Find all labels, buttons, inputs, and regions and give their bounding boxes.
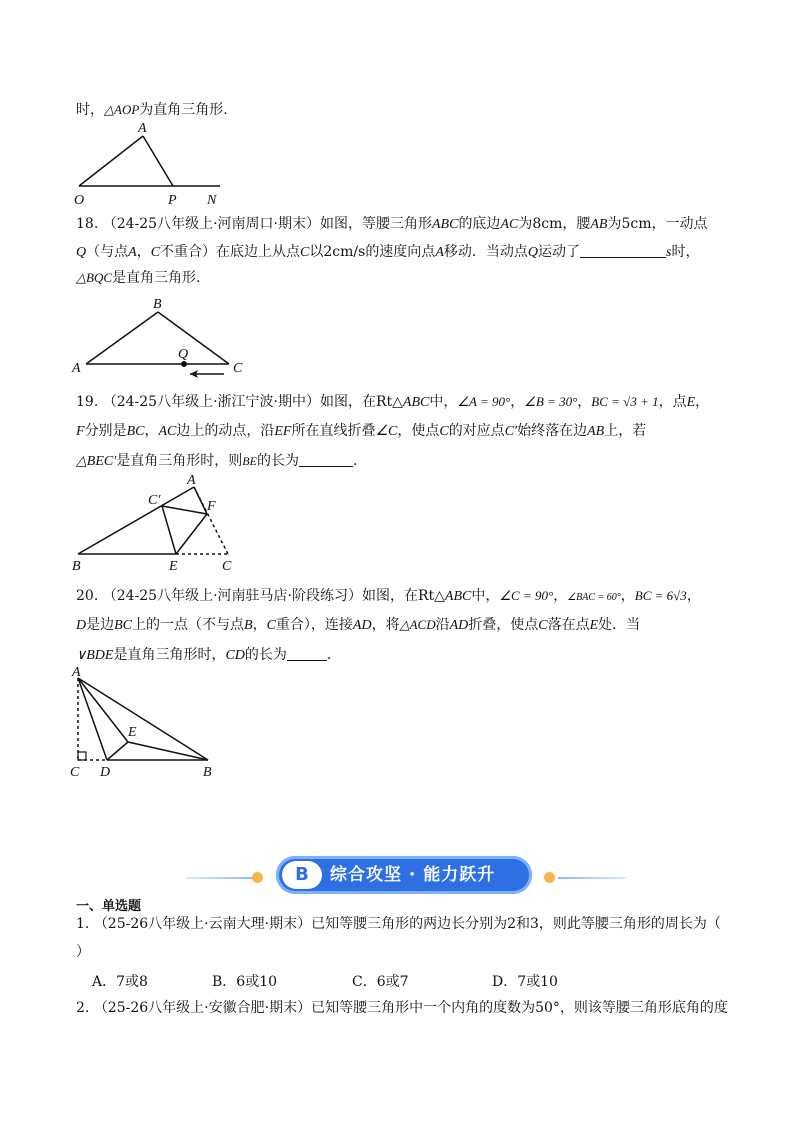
figure-20 bbox=[62, 666, 232, 780]
q19-answer-blank[interactable] bbox=[299, 452, 353, 467]
fig20-label-c: C bbox=[70, 765, 80, 780]
q1-option-a[interactable]: A．7或8 bbox=[92, 974, 148, 990]
fig19-fold-ef bbox=[176, 514, 207, 554]
q19-line-3: △BEC′是直角三角形时，则BE的长为 . bbox=[76, 453, 358, 469]
fig17-line-ap bbox=[143, 136, 173, 186]
q1-line-1: 1. （25-26八年级上·云南大理·期末）已知等腰三角形的两边长分别为2和3，则此等腰三角形的周长为（ bbox=[76, 916, 721, 932]
banner-title: 综合攻坚 · 能力跃升 bbox=[330, 865, 496, 885]
fig19-label-e: E bbox=[169, 559, 178, 572]
fig18-side-bc bbox=[158, 312, 229, 364]
q20-line-2: D是边BC上的一点（不与点B，C重合），连接AD，将△ACD沿AD折叠，使点C落在点E处．当 bbox=[76, 617, 641, 633]
q18-line-2: Q（与点A，C不重合）在底边上从点C以2cm/s的速度向点A移动．当动点Q运动了 s时， bbox=[76, 244, 700, 260]
fig19-label-a: A bbox=[187, 474, 196, 488]
triangle-bde: ∨BDE bbox=[76, 648, 114, 663]
fig17-label-n: N bbox=[207, 193, 217, 208]
q18-answer-blank[interactable] bbox=[580, 243, 666, 258]
fig17-line-oa bbox=[79, 136, 143, 186]
fig18-label-a: A bbox=[72, 361, 81, 376]
fig20-hyp-ab bbox=[78, 678, 208, 760]
q18-line-3: △BQC是直角三角形. bbox=[76, 270, 201, 286]
q1-option-d[interactable]: D．7或10 bbox=[492, 974, 558, 990]
fig20-fold-ad bbox=[78, 678, 107, 760]
q2-line-1: 2. （25-26八年级上·安徽合肥·期末）已知等腰三角形中一个内角的度数为50°，则该等腰三角形底角的度 bbox=[76, 1000, 728, 1016]
fig19-line-cpe bbox=[162, 506, 176, 554]
fig20-label-e: E bbox=[128, 725, 137, 740]
fig17-label-o: O bbox=[74, 193, 85, 208]
fig19-label-cp: C′ bbox=[148, 493, 161, 508]
fig19-side-ba bbox=[78, 487, 194, 554]
fig18-label-b: B bbox=[153, 297, 162, 312]
q20-source: （24-25八年级上·河南驻马店·阶段练习） bbox=[102, 588, 362, 604]
triangle-aop: △AOP bbox=[104, 102, 140, 117]
fig20-label-d: D bbox=[100, 765, 111, 780]
q20-line-3: ∨BDE是直角三角形时，CD的长为 . bbox=[76, 647, 332, 663]
fig20-line-eb bbox=[128, 742, 208, 760]
triangle-bqc: △BQC bbox=[76, 270, 112, 285]
triangle-bec-prime: △BEC′ bbox=[76, 454, 117, 469]
fig17-label-p: P bbox=[168, 193, 177, 208]
fig18-side-ab bbox=[86, 312, 158, 364]
banner-left-rule bbox=[186, 877, 256, 879]
figure-18 bbox=[66, 294, 256, 380]
fig18-label-c: C bbox=[233, 361, 243, 376]
fig19-label-b: B bbox=[72, 559, 81, 572]
fig20-label-b: B bbox=[203, 765, 212, 780]
q1-source: （25-26八年级上·云南大理·期末） bbox=[93, 916, 312, 932]
q1-line-2: ） bbox=[76, 944, 90, 960]
fig20-label-a: A bbox=[72, 666, 81, 680]
fig20-right-angle bbox=[78, 752, 86, 760]
q1-option-b[interactable]: B．6或10 bbox=[212, 974, 278, 990]
q19-line-1: 19. （24-25八年级上·浙江宁波·期中）如图，在Rt△ABC中，∠A = 90°，∠B = 30°，BC = √3 + 1，点E， bbox=[76, 394, 710, 410]
fig18-label-q: Q bbox=[178, 347, 189, 362]
fig20-line-ae bbox=[78, 678, 128, 742]
banner-left-dot bbox=[252, 872, 263, 883]
q19-line-2: F分别是BC，AC边上的动点，沿EF所在直线折叠∠C，使点C的对应点C′始终落在边AB上，若 bbox=[76, 423, 647, 439]
q1-option-c[interactable]: C．6或7 bbox=[352, 974, 409, 990]
figure-17 bbox=[66, 118, 236, 210]
fig20-line-de bbox=[107, 742, 128, 760]
banner-pill bbox=[276, 856, 532, 894]
fig19-label-f: F bbox=[207, 499, 216, 514]
banner-right-rule bbox=[558, 877, 626, 879]
section-heading: 一、单选题 bbox=[76, 899, 142, 914]
q20-line-1: 20. （24-25八年级上·河南驻马店·阶段练习）如图，在Rt△ABC中，∠C = 90°，∠BAC = 60°，BC = 6√3， bbox=[76, 588, 701, 604]
q18-source: （24-25八年级上·河南周口·期末） bbox=[102, 216, 320, 232]
fig19-line-cpf bbox=[162, 506, 207, 514]
figure-19 bbox=[66, 474, 246, 572]
q17-tail: 时，△AOP为直角三角形. bbox=[76, 102, 228, 118]
banner-right-dot bbox=[544, 872, 555, 883]
q18-line-1: 18. （24-25八年级上·河南周口·期末）如图，等腰三角形ABC的底边AC为8cm，腰AB为5cm，一动点 bbox=[76, 216, 708, 232]
q2-source: （25-26八年级上·安徽合肥·期末） bbox=[93, 1000, 312, 1016]
fig19-line-af bbox=[194, 487, 207, 514]
section-banner bbox=[186, 856, 626, 894]
q19-source: （24-25八年级上·浙江宁波·期中） bbox=[102, 394, 320, 410]
q20-answer-blank[interactable] bbox=[287, 646, 327, 661]
fig19-label-c: C bbox=[222, 559, 232, 572]
fig17-label-a: A bbox=[138, 121, 147, 136]
banner-letter: B bbox=[282, 861, 322, 889]
